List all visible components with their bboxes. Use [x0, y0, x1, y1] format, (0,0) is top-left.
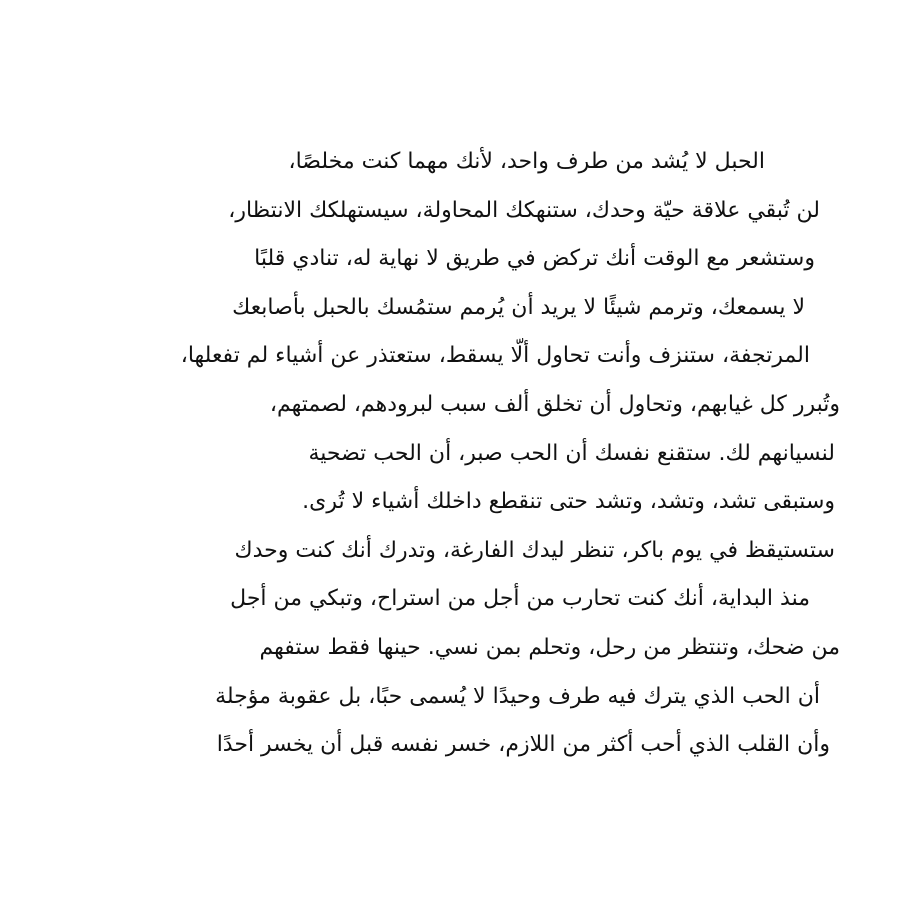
text-line: منذ البداية، أنك كنت تحارب من أجل من استراح، وتبكي من أجل — [230, 586, 810, 612]
text-line: أن الحب الذي يترك فيه طرف وحيدًا لا يُسمى حبًا، بل عقوبة مؤجلة — [215, 683, 820, 709]
text-line: ستستيقظ في يوم باكر، تنظر ليدك الفارغة، وتدرك أنك كنت وحدك — [234, 537, 835, 563]
text-line: الحبل لا يُشد من طرف واحد، لأنك مهما كنت مخلصًا، — [288, 149, 765, 174]
text-line: وأن القلب الذي أحب أكثر من اللازم، خسر نفسه قبل أن يخسر أحدًا — [216, 732, 830, 758]
text-line: وستشعر مع الوقت أنك تركض في طريق لا نهاية له، تنادي قلبًا — [254, 246, 815, 272]
text-line: وستبقى تشد، وتشد، وتشد حتى تنقطع داخلك أشياء لا تُرى. — [302, 489, 835, 515]
text-line: لنسيانهم لك. ستقنع نفسك أن الحب صبر، أن الحب تضحية — [308, 440, 835, 466]
text-line: المرتجفة، ستنزف وأنت تحاول ألّا يسقط، ستعتذر عن أشياء لم تفعلها، — [180, 343, 810, 369]
arabic-text-block — [70, 138, 840, 770]
text-line: لا يسمعك، وترمم شيئًا لا يريد أن يُرمم ستمُسك بالحبل بأصابعك — [232, 294, 805, 320]
text-line: لن تُبقي علاقة حيّة وحدك، ستنهكك المحاولة، سيستهلكك الانتظار، — [228, 197, 820, 223]
text-line: من ضحك، وتنتظر من رحل، وتحلم بمن نسي. حينها فقط ستفهم — [259, 634, 840, 660]
text-line: وتُبرر كل غيابهم، وتحاول أن تخلق ألف سبب لبرودهم، لصمتهم، — [269, 391, 840, 417]
